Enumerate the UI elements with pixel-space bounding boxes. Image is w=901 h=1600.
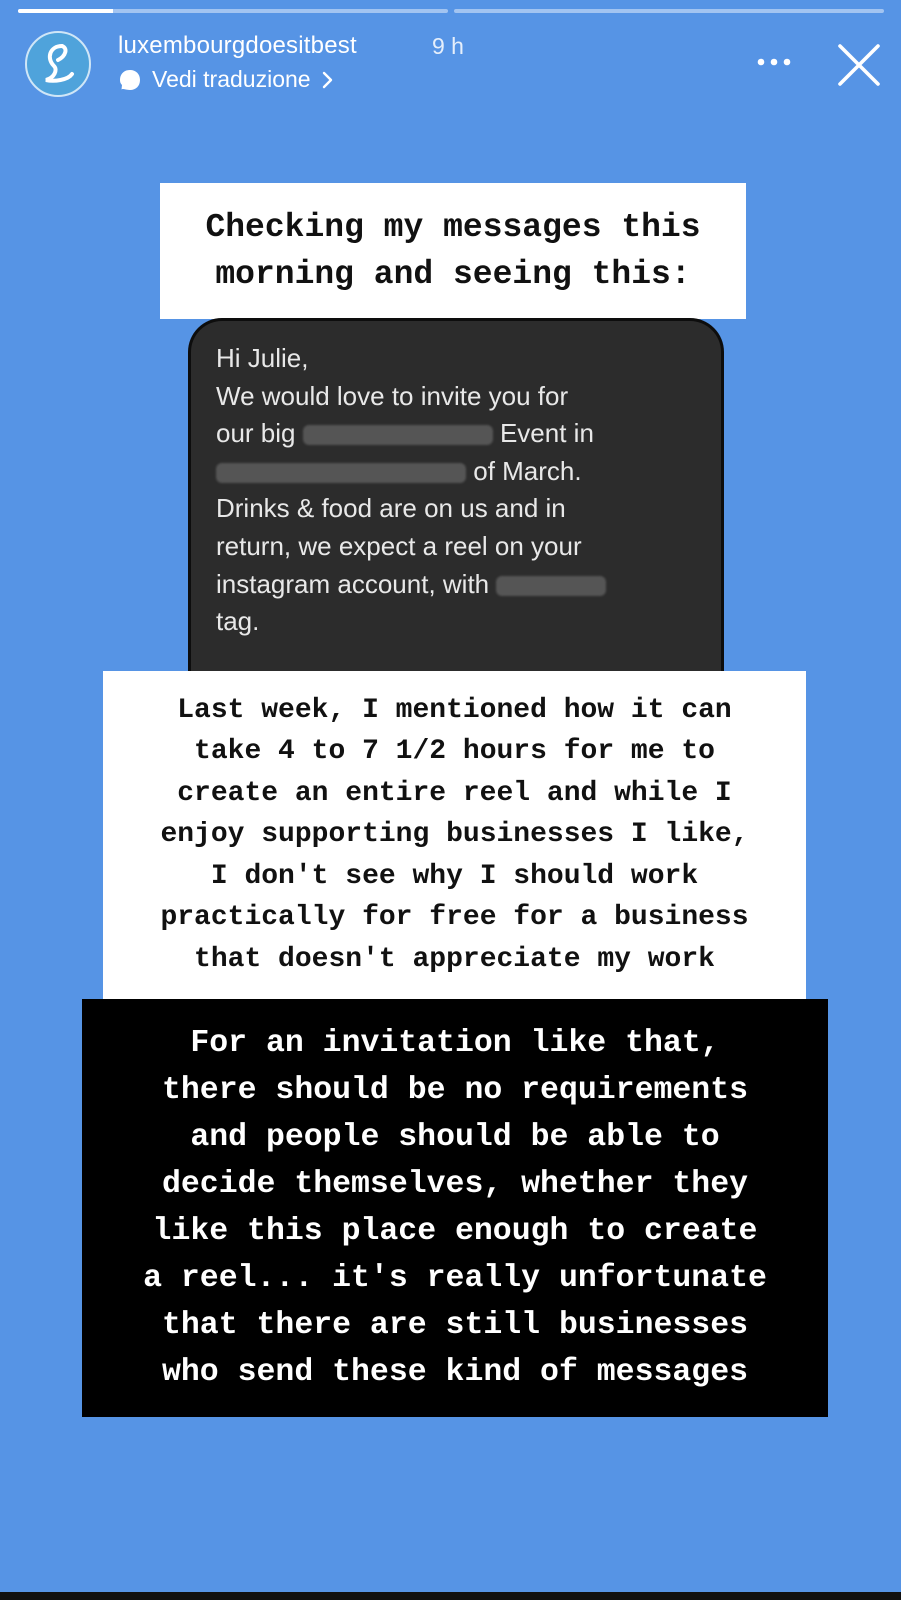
caption-middle-text: Last week, I mentioned how it can take 4 to 7 1/2 hours for me to create an entire reel and while I enjoy supporting businesses I like, I don't see why I should work practically for free for a business that doesn't appreciate my work (160, 694, 749, 975)
caption-middle (103, 671, 806, 999)
story-progress (18, 9, 884, 13)
redacted-business-handle (496, 576, 606, 596)
progress-segment-2 (454, 9, 884, 13)
message-text (216, 340, 676, 641)
redacted-event-date (216, 463, 466, 483)
post-time: 9 h (432, 33, 464, 59)
message-greeting: Hi Julie, (216, 343, 309, 373)
profile-logo-icon (36, 40, 80, 88)
progress-segment-1 (18, 9, 448, 13)
message-line-5: return, we expect a reel on your (216, 530, 582, 561)
message-screenshot (188, 318, 724, 678)
avatar[interactable] (25, 31, 91, 97)
message-line-2-end: Event in (499, 418, 594, 449)
username[interactable]: luxembourgdoesitbest (118, 32, 357, 59)
more-dots-icon[interactable] (756, 56, 792, 68)
chevron-right-icon (321, 70, 335, 90)
progress-fill-1 (18, 9, 113, 13)
message-line-3-end: of March. (473, 455, 582, 486)
bottom-strip (0, 1592, 901, 1600)
message-line-1: We would love to invite you for (216, 380, 569, 411)
see-translation-link[interactable] (118, 66, 335, 93)
message-line-6-text: instagram account, with (216, 568, 490, 599)
message-line-7: tag. (216, 606, 260, 637)
message-line-2 (216, 415, 676, 453)
caption-bottom (82, 999, 828, 1417)
close-icon[interactable] (836, 42, 882, 88)
message-line-2-start: our big (216, 418, 296, 449)
message-line-3 (216, 453, 676, 491)
caption-top (160, 183, 746, 319)
redacted-event-name (303, 425, 493, 445)
speech-bubble-icon (118, 68, 142, 92)
message-line-4: Drinks & food are on us and in (216, 493, 566, 524)
message-line-6 (216, 566, 676, 604)
caption-bottom-text: For an invitation like that, there should be no requirements and people should be able to decide themselves, whether they like this place enough to create a reel... it's really unfortunate that there are still businesses who send these kind of messages (143, 1026, 767, 1390)
caption-top-text: Checking my messages this morning and seeing this: (205, 209, 701, 293)
see-translation-label: Vedi traduzione (152, 66, 311, 92)
